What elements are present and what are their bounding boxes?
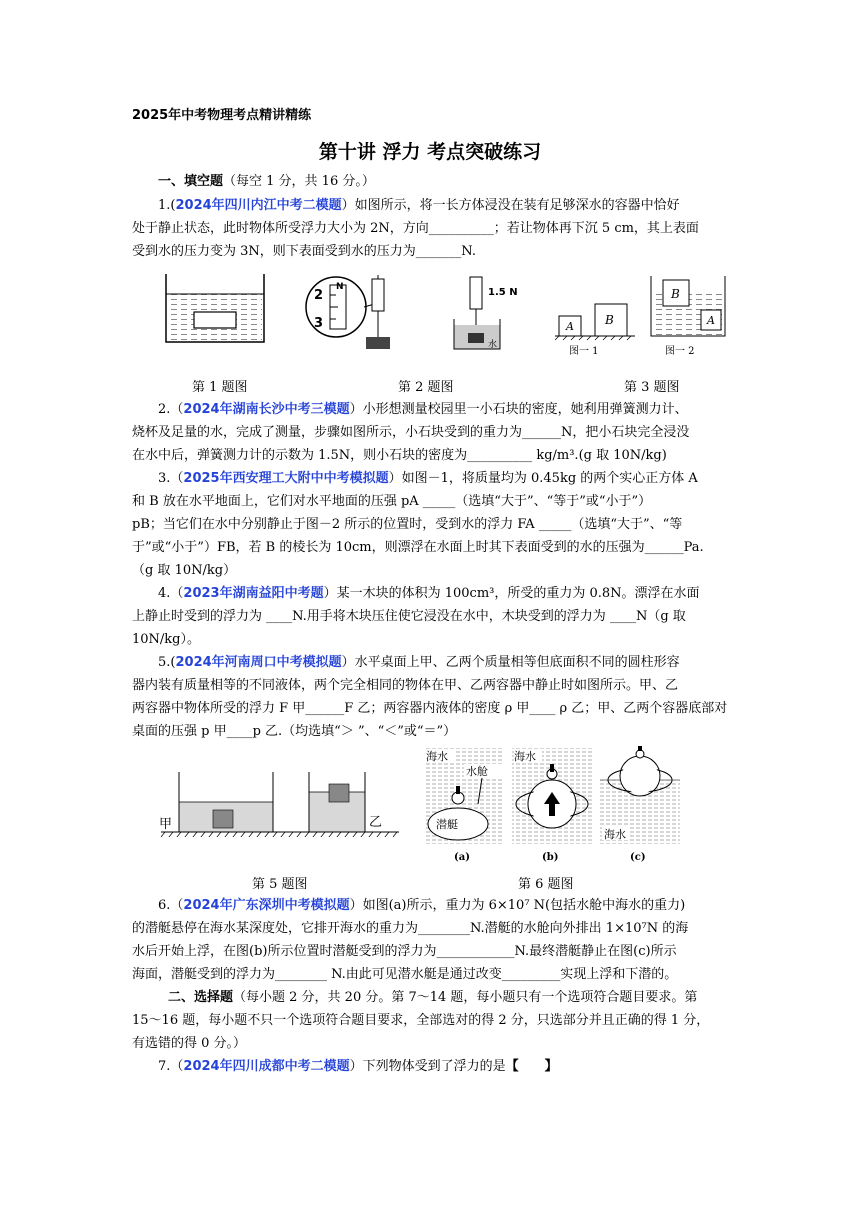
q1-line1 [158,194,798,217]
q6-line1 [158,894,798,917]
section1-note: （每空 1 分，共 16 分。） [223,174,375,189]
section2-heading: 二、选择题 [168,990,234,1005]
q2-line2: 烧杯及足量的水，完成了测量，步骤如图所示，小石块受到的重力为______N，把小石块完全浸没 [132,425,690,440]
q4-line2: 上静止时受到的浮力为 ____N.用手将木块压住使它浸没在水中，木块受到的浮力为 ____N（g 取 [132,609,686,624]
q6-line2: 的潜艇悬停在海水某深度处，它排开海水的重力为________N.潜艇的水舱向外排出 1×10⁷N 的海 [132,921,689,936]
fig6-caption: 第 6 题图 [518,877,574,892]
fig6c-label: (c) [630,852,646,863]
q1-line2: 处于静止状态，此时物体所受浮力大小为 2N，方向__________；若让物体再下沉 5 cm，其上表面 [132,221,699,236]
fig3-a-label-1: A [566,320,574,333]
q3-line1 [158,467,798,490]
q7-text: ）下列物体受到了浮力的是 [349,1059,506,1074]
fig6b-sea-label: 海水 [514,750,536,763]
section1-heading [158,170,798,193]
q6-line4: 海面，潜艇受到的浮力为________ N.由此可见潜水艇是通过改变_________实现上浮和下潜的。 [132,967,678,982]
page-title: 第十讲 浮力 考点突破练习 [318,141,542,163]
q4-source: 2023年湖南益阳中考题 [183,586,324,601]
fig1-caption: 第 1 题图 [192,380,248,395]
figure-2 [300,275,540,355]
q6-number: 6.（ [158,898,184,913]
fig5-jia-label: 甲 [159,817,173,832]
q1-source: 2024年四川内江中考二模题 [175,198,342,213]
section2-line1 [168,986,808,1009]
q3-number: 3.（ [158,471,184,486]
fig2-scale-unit: N [336,282,344,292]
q3-line3: pB；当它们在水中分别静止于图－2 所示的位置时，受到水的浮力 FA _____（选填“大于”、“等 [132,517,683,532]
fig6a-sub-label: 潜艇 [436,818,458,831]
q5-line2: 器内装有质量相等的不同液体，两个完全相同的物体在甲、乙两容器中静止时如图所示。甲、乙 [132,678,679,693]
q7-number: 7.（ [158,1059,184,1074]
fig6a-label: (a) [454,852,470,863]
q6-text: ）如图(a)所示，重力为 6×10⁷ N(包括水舱中海水的重力) [349,898,686,913]
fig2-scale-bottom: 3 [314,316,324,331]
figure-1 [160,272,270,347]
section2-line3: 有选错的得 0 分。） [132,1036,247,1051]
fig6a-tank-label: 水舱 [466,765,488,778]
q4-line3: 10N/kg）。 [132,632,200,647]
fig3-caption-1: 图一 1 [569,346,599,357]
fig6b-label: (b) [542,852,559,863]
q4-number: 4.（ [158,586,184,601]
fig6c-sea-label: 海水 [604,828,626,841]
q1-line3: 受到水的压力变为 3N，则下表面受到水的压力为_______N. [132,244,476,259]
figure-3 [555,272,735,358]
q4-text: ）某一木块的体积为 100cm³，所受的重力为 0.8N。漂浮在水面 [323,586,700,601]
fig3-caption: 第 3 题图 [624,380,680,395]
q5-line1 [158,651,798,674]
q7-source: 2024年四川成都中考二模题 [183,1059,350,1074]
q5-source: 2024年河南周口中考模拟题 [175,655,342,670]
q6-source: 2024年广东深圳中考模拟题 [183,898,350,913]
fig2-scale-top: 2 [314,288,324,303]
figure-6 [420,746,690,866]
q5-line4: 桌面的压强 p 甲____p 乙.（均选填“＞ ”、“＜”或“＝”） [132,724,457,739]
q2-line1 [158,398,798,421]
q5-text: ）水平桌面上甲、乙两个质量相等但底面积不同的圆柱形容 [341,655,680,670]
section1-title: 一、填空题 [158,174,224,189]
q4-line1 [158,582,798,605]
q1-number: 1.( [158,198,176,213]
q5-line3: 两容器中物体所受的浮力 F 甲______F 乙；两容器内液体的密度 ρ 甲____ ρ 乙；甲、乙两个容器底部对 [132,701,728,716]
section2-note: （每小题 2 分，共 20 分。第 7～14 题，每小题只有一个选项符合题目要求。第 [233,990,698,1005]
q3-text: ）如图－1，将质量均为 0.45kg 的两个实心正方体 A [388,471,698,486]
fig2b-reading: 1.5 N [488,287,518,298]
q2-text: ）小形想测量校园里一小石块的密度，她利用弹簧测力计、 [349,402,688,417]
q7-line1 [158,1055,798,1078]
fig6a-sea-label: 海水 [426,750,448,763]
fig3-b-label-2: B [671,287,680,301]
figure-5 [155,770,405,860]
fig5-yi-label: 乙 [369,815,383,830]
q2-number: 2.（ [158,402,184,417]
fig2b-water-label: 水 [488,340,498,350]
section2-line2: 15～16 题，每小题不只一个选项符合题目要求，全部选对的得 2 分，只选部分并且正确的得 1 分， [132,1013,710,1028]
fig2-caption: 第 2 题图 [398,380,454,395]
q3-line4: 于”或“小于”）FB，若 B 的棱长为 10cm，则漂浮在水面上时其下表面受到的水的压强为______Pa. [132,540,704,555]
q3-source: 2025年西安理工大附中中考模拟题 [183,471,389,486]
q3-line5: （g 取 10N/kg） [132,563,237,578]
q2-line3: 在水中后，弹簧测力计的示数为 1.5N，则小石块的密度为__________ kg/m³.(g 取 10N/kg) [132,448,667,463]
q1-text: ）如图所示，将一长方体浸没在装有足够深水的容器中恰好 [341,198,680,213]
fig5-caption: 第 5 题图 [252,877,308,892]
q6-line3: 水后开始上浮，在图(b)所示位置时潜艇受到的浮力为____________N.最终潜艇静止在图(c)所示 [132,944,677,959]
q2-source: 2024年湖南长沙中考三模题 [183,402,350,417]
fig3-caption-2: 图一 2 [665,346,695,357]
doc-header: 2025年中考物理考点精讲精练 [132,108,312,123]
fig3-b-label-1: B [605,313,614,327]
fig3-a-label-2: A [707,314,715,327]
q5-number: 5.( [158,655,176,670]
q7-answer-bracket: 【 】 [505,1059,558,1074]
q3-line2: 和 B 放在水平地面上，它们对水平地面的压强 pA _____（选填“大于”、“等于”或“小于”） [132,494,652,509]
